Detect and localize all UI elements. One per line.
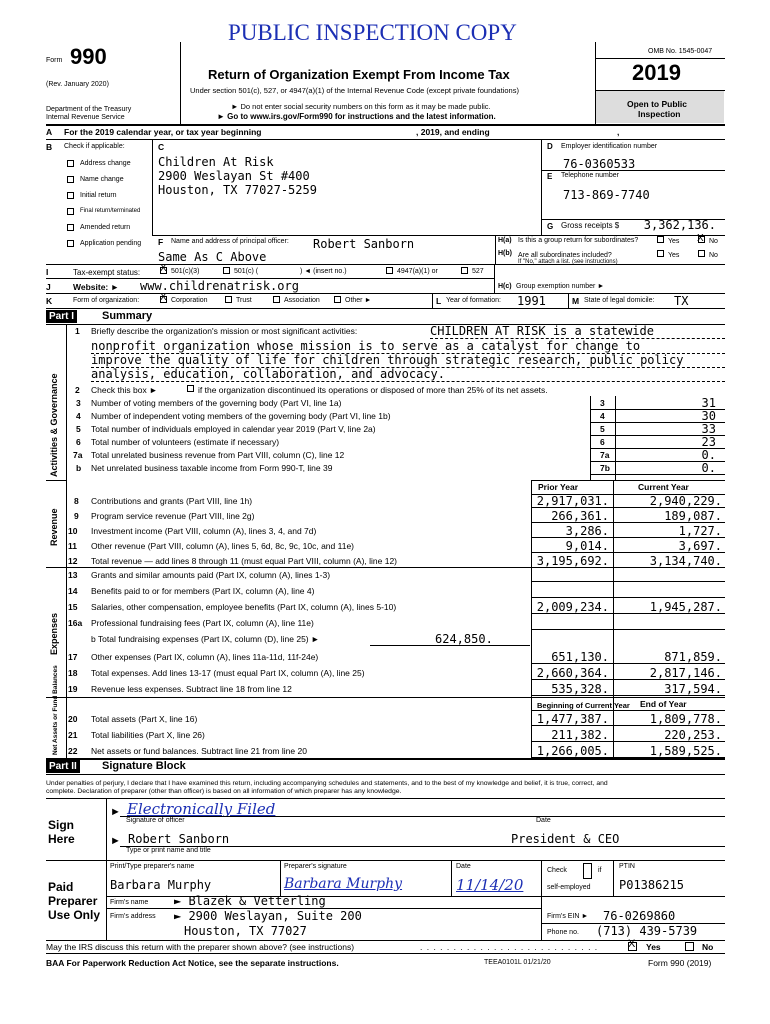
row-text-19: Revenue less expenses. Subtract line 18 from line 12: [91, 684, 292, 694]
row-num-14: 14: [68, 586, 78, 596]
line-value-b: 0.: [701, 461, 716, 475]
row-prior-18: 2,660,364.: [536, 666, 609, 680]
firm-address-label: Firm's address: [110, 913, 156, 920]
line-e-text: Telephone number: [561, 172, 619, 179]
row-prior-8: 2,917,031.: [536, 494, 609, 508]
row-current-17: 871,859.: [664, 650, 722, 664]
check-applicable-label-1: Name change: [80, 176, 124, 183]
insert-no-label: ) ◄ (insert no.): [300, 268, 347, 275]
row-num-10: 10: [68, 526, 78, 536]
association-label: Association: [284, 297, 320, 304]
row-current-8: 2,940,229.: [649, 494, 722, 508]
side-expenses: Expenses: [49, 612, 59, 655]
rev-date: (Rev. January 2020): [46, 81, 109, 88]
line-value-5: 33: [701, 422, 716, 436]
line-num-5: 5: [76, 424, 81, 434]
firm-name: ► Blazek & Vetterling: [174, 894, 326, 908]
row-text-18: Total expenses. Add lines 13-17 (must equal Part IX, column (A), line 25): [91, 668, 365, 678]
check-label: Check: [547, 867, 567, 874]
ha-label: H(a): [498, 237, 512, 244]
line16b-value: 624,850.: [435, 632, 493, 646]
part1-title: Summary: [102, 310, 153, 322]
prep-sig-label: Preparer's signature: [284, 863, 347, 870]
part2-title: Signature Block: [102, 760, 186, 772]
row-text-9: Program service revenue (Part VIII, line 2g): [91, 511, 255, 521]
mission-line-2: nonprofit organization whose mission is to serve as a catalyst for change to: [91, 339, 725, 354]
firm-ein: 76-0269860: [603, 909, 676, 923]
check-applicable-box-3[interactable]: [67, 208, 74, 215]
row-num-22: 22: [68, 746, 78, 756]
line-num-6: 6: [76, 437, 81, 447]
prior-year-header: Prior Year: [538, 482, 579, 492]
row-num-11: 11: [68, 541, 77, 551]
tax-year: 2019: [632, 60, 681, 85]
dept-treasury: Department of the Treasury: [46, 106, 132, 113]
line-m-letter: M: [572, 296, 580, 306]
527-label: 527: [472, 268, 484, 275]
row-current-22: 1,589,525.: [649, 744, 722, 758]
row-num-9: 9: [74, 511, 79, 521]
row-num-13: 13: [68, 570, 78, 580]
line-c-letter: C: [158, 142, 165, 152]
sign-date-label: Date: [536, 817, 551, 824]
line-d-letter: D: [547, 142, 553, 151]
line-box-6: 6: [600, 437, 605, 447]
check-applicable-box-4[interactable]: [67, 224, 74, 231]
preparer-date: 11/14/20: [456, 876, 524, 894]
line-text-6: Total number of volunteers (estimate if necessary): [91, 437, 280, 447]
line1-text: Briefly describe the organization's mission or most significant activities:: [91, 326, 358, 336]
part2-tag: Part II: [46, 760, 80, 773]
check-applicable-label-4: Amended return: [80, 224, 131, 231]
check-applicable-label-5: Application pending: [80, 240, 142, 247]
line-box-7b: 7b: [600, 463, 610, 473]
row-num-16a: 16a: [68, 618, 83, 628]
line-j-letter: J: [46, 282, 51, 292]
preparer-signature: Barbara Murphy: [284, 876, 403, 892]
row-prior-20: 1,477,387.: [536, 712, 609, 726]
line-box-7a: 7a: [600, 450, 610, 460]
line-value-4: 30: [701, 409, 716, 423]
row-text-20: Total assets (Part X, line 16): [91, 714, 198, 724]
line-b-letter: B: [46, 142, 53, 152]
row-text-11: Other revenue (Part VIII, column (A), lines 5, 6d, 8c, 9c, 10c, and 11e): [91, 541, 354, 551]
officer-print-name: Robert Sanborn: [128, 832, 230, 846]
row-num-15: 15: [68, 602, 78, 612]
current-year-header: Current Year: [638, 482, 689, 492]
prep-name-label: Print/Type preparer's name: [110, 863, 195, 870]
officer-print-title: President & CEO: [511, 832, 620, 846]
line-num-7a: 7a: [73, 450, 83, 460]
self-employed-checkbox[interactable]: [583, 863, 592, 879]
form-label: Form: [46, 57, 63, 64]
hb-note: If "No," attach a list. (see instructions): [518, 259, 618, 265]
phone-label: Phone no.: [547, 929, 579, 936]
row-current-19: 317,594.: [664, 682, 722, 696]
form-subtitle-3: ► Go to www.irs.gov/Form990 for instructions and the latest information.: [217, 112, 496, 121]
ptin-label: PTIN: [619, 863, 635, 870]
hb-label: H(b): [498, 250, 512, 257]
association-checkbox[interactable]: [273, 296, 280, 303]
ha-yes-checkbox[interactable]: [657, 236, 664, 243]
line-text-7a: Total unrelated business revenue from Part VIII, column (C), line 12: [91, 450, 345, 460]
other-label: Other ►: [345, 297, 372, 304]
line-e-letter: E: [547, 172, 553, 181]
open-public-label: Open to Public: [627, 99, 687, 109]
other-checkbox[interactable]: [334, 296, 341, 303]
line-box-4: 4: [600, 411, 605, 421]
row-num-18: 18: [68, 668, 78, 678]
discuss-no-checkbox[interactable]: [685, 942, 694, 951]
line-j-text: Website: ►: [73, 282, 120, 292]
ein-value: 76-0360533: [563, 157, 636, 171]
ha-no-label: No: [709, 238, 718, 245]
discuss-question: May the IRS discuss this return with the preparer shown above? (see instructions): [46, 942, 355, 952]
row-text-8: Contributions and grants (Part VIII, line 1h): [91, 496, 253, 506]
here-label: Here: [48, 832, 75, 846]
row-current-12: 3,134,740.: [649, 554, 722, 568]
org-address-2: Houston, TX 77027-5259: [158, 183, 317, 197]
line-a-letter: A: [46, 127, 53, 137]
row-text-12: Total revenue — add lines 8 through 11 (must equal Part VIII, column (A), line 12): [91, 556, 397, 566]
mission-line-3: improve the quality of life for children through strategic research, public policy: [91, 353, 725, 368]
row-num-12: 12: [68, 556, 78, 566]
check-applicable-label-2: Initial return: [80, 192, 117, 199]
line-value-3: 31: [701, 396, 716, 410]
self-employed-label: self-employed: [547, 884, 591, 891]
trust-label: Trust: [236, 297, 252, 304]
check-applicable-label-3: Final return/terminated: [80, 208, 141, 214]
public-inspection-banner: PUBLIC INSPECTION COPY: [228, 20, 517, 45]
perjury-line-2: complete. Declaration of preparer (other than officer) is based on all information of which preparer has any knowledge.: [46, 788, 402, 795]
line-text-5: Total number of individuals employed in calendar year 2019 (Part V, line 2a): [91, 424, 376, 434]
501c-checkbox[interactable]: [223, 267, 230, 274]
row-prior-17: 651,130.: [551, 650, 609, 664]
mission-line-1: CHILDREN AT RISK is a statewide: [430, 324, 725, 339]
line2-text-b: if the organization discontinued its operations or disposed of more than 25% of its net assets.: [198, 385, 548, 395]
trust-checkbox[interactable]: [225, 296, 232, 303]
discuss-no-label: No: [702, 942, 714, 952]
side-net-assets: Net Assets or Fund Balances: [52, 665, 59, 755]
line-a-ending: , 2019, and ending: [416, 127, 490, 137]
501c3-mark: X: [160, 263, 167, 274]
state-domicile: TX: [674, 294, 689, 308]
side-revenue: Revenue: [49, 508, 59, 546]
hb-no-label: No: [709, 252, 718, 259]
discuss-yes-label: Yes: [646, 942, 661, 952]
row-prior-19: 535,328.: [551, 682, 609, 696]
principal-officer: Robert Sanborn: [313, 237, 415, 251]
row-current-11: 3,697.: [678, 539, 722, 553]
line2-text: Check this box ►: [91, 385, 158, 395]
line-m-text: State of legal domicile:: [584, 297, 655, 304]
footer-code: TEEA0101L 01/21/20: [484, 959, 551, 966]
row-current-15: 1,945,287.: [649, 600, 722, 614]
row-prior-11: 9,014.: [565, 539, 609, 553]
row-num-8: 8: [74, 496, 79, 506]
row-current-20: 1,809,778.: [649, 712, 722, 726]
check-applicable-box-5[interactable]: [67, 240, 74, 247]
org-address-1: 2900 Weslayan St #400: [158, 169, 310, 183]
firm-ein-label: Firm's EIN ►: [547, 913, 589, 920]
row-current-9: 189,087.: [664, 509, 722, 523]
firm-address-2: Houston, TX 77027: [184, 924, 307, 938]
line-value-7a: 0.: [701, 448, 716, 462]
line-l-letter: L: [436, 296, 442, 306]
type-name-label: Type or print name and title: [126, 847, 211, 854]
row-current-10: 1,727.: [678, 524, 722, 538]
line-box-3: 3: [600, 398, 605, 408]
line-num-b: b: [76, 463, 82, 473]
row-prior-21: 211,382.: [551, 728, 609, 742]
hb-yes-checkbox[interactable]: [657, 250, 664, 257]
sign-label: Sign: [48, 818, 74, 832]
hb-no-checkbox[interactable]: [698, 250, 705, 257]
row-text-17: Other expenses (Part IX, column (A), lines 11a-11d, 11f-24e): [91, 652, 319, 662]
paid-label: Paid: [48, 880, 74, 894]
line-l-text: Year of formation:: [446, 297, 501, 304]
row-text-14: Benefits paid to or for members (Part IX, column (A), line 4): [91, 586, 315, 596]
row-text-15: Salaries, other compensation, employee benefits (Part IX, column (A), lines 5-10): [91, 602, 397, 612]
line-k-letter: K: [46, 296, 53, 306]
row-prior-15: 2,009,234.: [536, 600, 609, 614]
eoy-header: End of Year: [640, 699, 687, 709]
form-title: Return of Organization Exempt From Income Tax: [208, 67, 510, 82]
check-applicable-box-1[interactable]: [67, 176, 74, 183]
org-name: Children At Risk: [158, 155, 274, 169]
4947-label: 4947(a)(1) or: [397, 268, 438, 275]
check-applicable-box-0[interactable]: [67, 160, 74, 167]
line-num-4: 4: [76, 411, 81, 421]
row-prior-10: 3,286.: [565, 524, 609, 538]
line-text-3: Number of voting members of the governing body (Part VI, line 1a): [91, 398, 342, 408]
check-applicable-label-0: Address change: [80, 160, 131, 167]
footer-form: Form 990 (2019): [648, 958, 712, 968]
phone-value: 713-869-7740: [563, 188, 650, 202]
electronically-filed-signature: Electronically Filed: [127, 800, 276, 818]
line-g-letter: G: [547, 222, 554, 231]
gross-receipts-value: 3,362,136.: [643, 218, 716, 232]
ha-text: Is this a group return for subordinates?: [518, 237, 639, 244]
line-g-text: Gross receipts $: [561, 221, 620, 230]
hb-text: Are all subordinates included?: [518, 252, 612, 259]
row-prior-12: 3,195,692.: [536, 554, 609, 568]
hc-text: Group exemption number ►: [516, 283, 605, 290]
firm-address-1: ► 2900 Weslayan, Suite 200: [174, 909, 362, 923]
omb-number: OMB No. 1545-0047: [648, 48, 713, 55]
row-text-10: Investment income (Part VIII, column (A), lines 3, 4, and 7d): [91, 526, 317, 536]
line-i-letter: I: [46, 267, 49, 277]
prep-date-label: Date: [456, 863, 471, 870]
form-subtitle-2: ► Do not enter social security numbers on this form as it may be made public.: [231, 102, 491, 111]
form-number: 990: [70, 44, 107, 69]
discuss-yes-mark: X: [628, 938, 636, 950]
line-a-comma: ,: [617, 127, 620, 137]
line-text-4: Number of independent voting members of the governing body (Part VI, line 1b): [91, 411, 391, 421]
preparer-label: Preparer: [48, 894, 98, 908]
website-value: www.childrenatrisk.org: [140, 279, 299, 293]
line-text-b: Net unrelated business taxable income from Form 990-T, line 39: [91, 463, 333, 473]
line-d-text: Employer identification number: [561, 143, 658, 150]
corporation-label: Corporation: [171, 297, 208, 304]
line-f-letter: F: [158, 237, 164, 247]
501c-label: 501(c) (: [234, 268, 259, 275]
signature-officer-label: Signature of officer: [126, 817, 185, 824]
line-i-text: Tax-exempt status:: [73, 268, 141, 277]
form-990-page: PUBLIC INSPECTION COPY Form 990 (Rev. January 2020) Department of the Treasury Internal Revenue Service Return of Organization Exempt From Income Tax Under section 501(c), 527, or 4947(a)(1) of the Internal Revenue Code (except private foundations) ► Do not enter social security numbers on this form as it may be made public. ► Go to www.irs.gov/Form990 for instructions and the latest information. OMB No. 1545-0047 2019 Open to Public Inspection A For the 2019 calendar year, or tax year beginning , 2019, and ending , B Check if applicable: C Address change Name change Initial return Final return/terminated Amended return Application pending Children At Risk 2900 Weslayan St #400 Houston, TX 77027-5259 D Employer identification number 76-0360533 E Telephone number 713-869-7740 G Gross receipts $ 3,362,136. F Name and address of principal officer: Robert Sanborn Same As C Above H(a) Is this a group return for subordinates? Yes X No H(b) Are all subordinates included? If "No," attach a list. (see instructions) Yes No I Tax-exempt status: X 501(c)(3) 501(c) ( ) ◄ (insert no.) 4947(a)(1) or 527 J Website: ► www.childrenatrisk.org H(c) Group exemption number ► K Form of organization: X Corporation Trust Association Other ► L Year of formation: 1991 M State of legal domicile: TX Part I Summary Activities & Governance Revenue Expenses Net Assets or Fund Balances 1 Briefly describe the organization's mission or most significant activities: CHILDREN AT RISK is a statewide nonprofit organization whose mission is to serve as a catalyst for change to improve the quality of life for children through strategic research, public policy analysis, education, collaboration, and advocacy. 2 Check this box ► if the organization discontinued its operations or disposed of more than 25% of its net assets. 3 Number of voting members of the governing body (Part VI, line 1a) 3 31 4 Number of independent voting members of the governing body (Part VI, line 1b) 4 30 5 Total number of individuals employed in calendar year 2019 (Part V, line 2a) 5 33 6 Total number of volunteers (estimate if necessary) 6 23 7a Total unrelated business revenue from Part VIII, column (C), line 12 7a 0. b Net unrelated business taxable income from Form 990-T, line 39 7b 0. Prior Year Current Year 8 Contributions and grants (Part VIII, line 1h) 2,917,031. 2,940,229. 9 Program service revenue (Part VIII, line 2g) 266,361. 189,087. 10 Investment income (Part VIII, column (A), lines 3, 4, and 7d) 3,286. 1,727. 11 Other revenue (Part VIII, column (A), lines 5, 6d, 8c, 9c, 10c, and 11e) 9,014. 3,697. 12 Total revenue — add lines 8 through 11 (must equal Part VIII, column (A), line 12) 3,195,692. 3,134,740. 13 Grants and similar amounts paid (Part IX, column (A), lines 1-3) 14 Benefits paid to or for members (Part IX, column (A), line 4) 15 Salaries, other compensation, employee benefits (Part IX, column (A), lines 5-10) 2,009,234. 1,945,287. 16a Professional fundraising fees (Part IX, column (A), line 11e) 17 Other expenses (Part IX, column (A), lines 11a-11d, 11f-24e) 651,130. 871,859. 18 Total expenses. Add lines 13-17 (must equal Part IX, column (A), line 25) 2,660,364. 2,817,146. 19 Revenue less expenses. Subtract line 18 from line 12 535,328. 317,594. 20 Total assets (Part X, line 16) 1,477,387. 1,809,778. 21 Total liabilities (Part X, line 26) 211,382. 220,253. 22 Net assets or fund balances. Subtract line 21 from line 20 1,266,005. 1,589,525. b Total fundraising expenses (Part IX, column (D), line 25) ► 624,850. Beginning of Current Year End of Year Part II Signature Block Under penalties of perjury, I declare that I have examined this return, including accompanying schedules and statements, and to the best of my knowledge and belief, it is true, correct, and complete. Declaration of preparer (other than officer) is based on all information of which preparer has any knowledge. Sign Here ► Electronically Filed Signature of officer Date ► Robert Sanborn President & CEO Type or print name and title Paid Preparer Use Only Print/Type preparer's name Preparer's signature Date Check if self-employed PTIN Barbara Murphy Barbara Murphy 11/14/20 P01386215 Firm's name ► Blazek & Vetterling Firm's EIN ► 76-0269860 Firm's address ► 2900 Weslayan, Suite 200 Houston, TX 77027 Phone no. (713) 439-5739 May the IRS discuss this return with the preparer shown above? (see instructions) . . . . . . . . . . . . . . . . . . . . . . . . . . . X Yes No BAA For Paperwork Reduction Act Notice, see the separate instructions. TEEA0101L 01/21/20 Form 990 (2019): [0, 0, 770, 1024]
principal-officer-address: Same As C Above: [158, 250, 267, 264]
irs-label: Internal Revenue Service: [46, 114, 125, 121]
if-label: if: [598, 867, 602, 874]
row-prior-22: 1,266,005.: [536, 744, 609, 758]
501c3-label: 501(c)(3): [171, 268, 200, 275]
row-current-18: 2,817,146.: [649, 666, 722, 680]
ha-no-mark: X: [697, 233, 704, 244]
line-num-3: 3: [76, 398, 81, 408]
row-text-16a: Professional fundraising fees (Part IX, column (A), line 11e): [91, 618, 314, 628]
line2-checkbox[interactable]: [187, 385, 194, 392]
line-value-6: 23: [701, 435, 716, 449]
footer-baa: BAA For Paperwork Reduction Act Notice, see the separate instructions.: [46, 958, 339, 968]
side-activities: Activities & Governance: [49, 373, 59, 477]
4947-checkbox[interactable]: [386, 267, 393, 274]
line-a-text: For the 2019 calendar year, or tax year beginning: [64, 127, 262, 137]
form-subtitle-1: Under section 501(c), 527, or 4947(a)(1) of the Internal Revenue Code (except private foundations): [190, 86, 519, 95]
corporation-mark: X: [160, 292, 167, 303]
hb-yes-label: Yes: [668, 252, 680, 259]
row-num-17: 17: [68, 652, 78, 662]
firm-phone: (713) 439-5739: [596, 924, 698, 938]
line16b-text: b Total fundraising expenses (Part IX, column (D), line 25) ►: [91, 634, 320, 644]
ptin-value: P01386215: [619, 878, 685, 892]
perjury-line-1: Under penalties of perjury, I declare that I have examined this return, including accompanying schedules and statements, and to the best of my knowledge and belief, it is true, correct, and: [46, 780, 608, 787]
row-num-21: 21: [68, 730, 78, 740]
ha-yes-label: Yes: [668, 238, 680, 245]
preparer-name: Barbara Murphy: [110, 878, 212, 892]
row-num-20: 20: [68, 714, 78, 724]
check-applicable-box-2[interactable]: [67, 192, 74, 199]
row-current-21: 220,253.: [664, 728, 722, 742]
boy-header: Beginning of Current Year: [537, 701, 630, 710]
row-text-13: Grants and similar amounts paid (Part IX, column (A), lines 1-3): [91, 570, 331, 580]
row-text-21: Total liabilities (Part X, line 26): [91, 730, 205, 740]
line-k-text: Form of organization:: [73, 297, 140, 304]
part1-tag: Part I: [46, 310, 77, 323]
line-b-label: Check if applicable:: [64, 143, 125, 150]
year-formed: 1991: [517, 294, 546, 308]
row-text-22: Net assets or fund balances. Subtract line 21 from line 20: [91, 746, 307, 756]
use-only-label: Use Only: [48, 908, 101, 922]
inspection-label: Inspection: [638, 109, 681, 119]
line-f-text: Name and address of principal officer:: [171, 238, 289, 245]
527-checkbox[interactable]: [461, 267, 468, 274]
row-prior-9: 266,361.: [551, 509, 609, 523]
mission-line-4: analysis, education, collaboration, and advocacy.: [91, 367, 725, 382]
line-box-5: 5: [600, 424, 605, 434]
row-num-19: 19: [68, 684, 78, 694]
firm-name-label: Firm's name: [110, 899, 149, 906]
hc-label: H(c): [498, 283, 512, 290]
